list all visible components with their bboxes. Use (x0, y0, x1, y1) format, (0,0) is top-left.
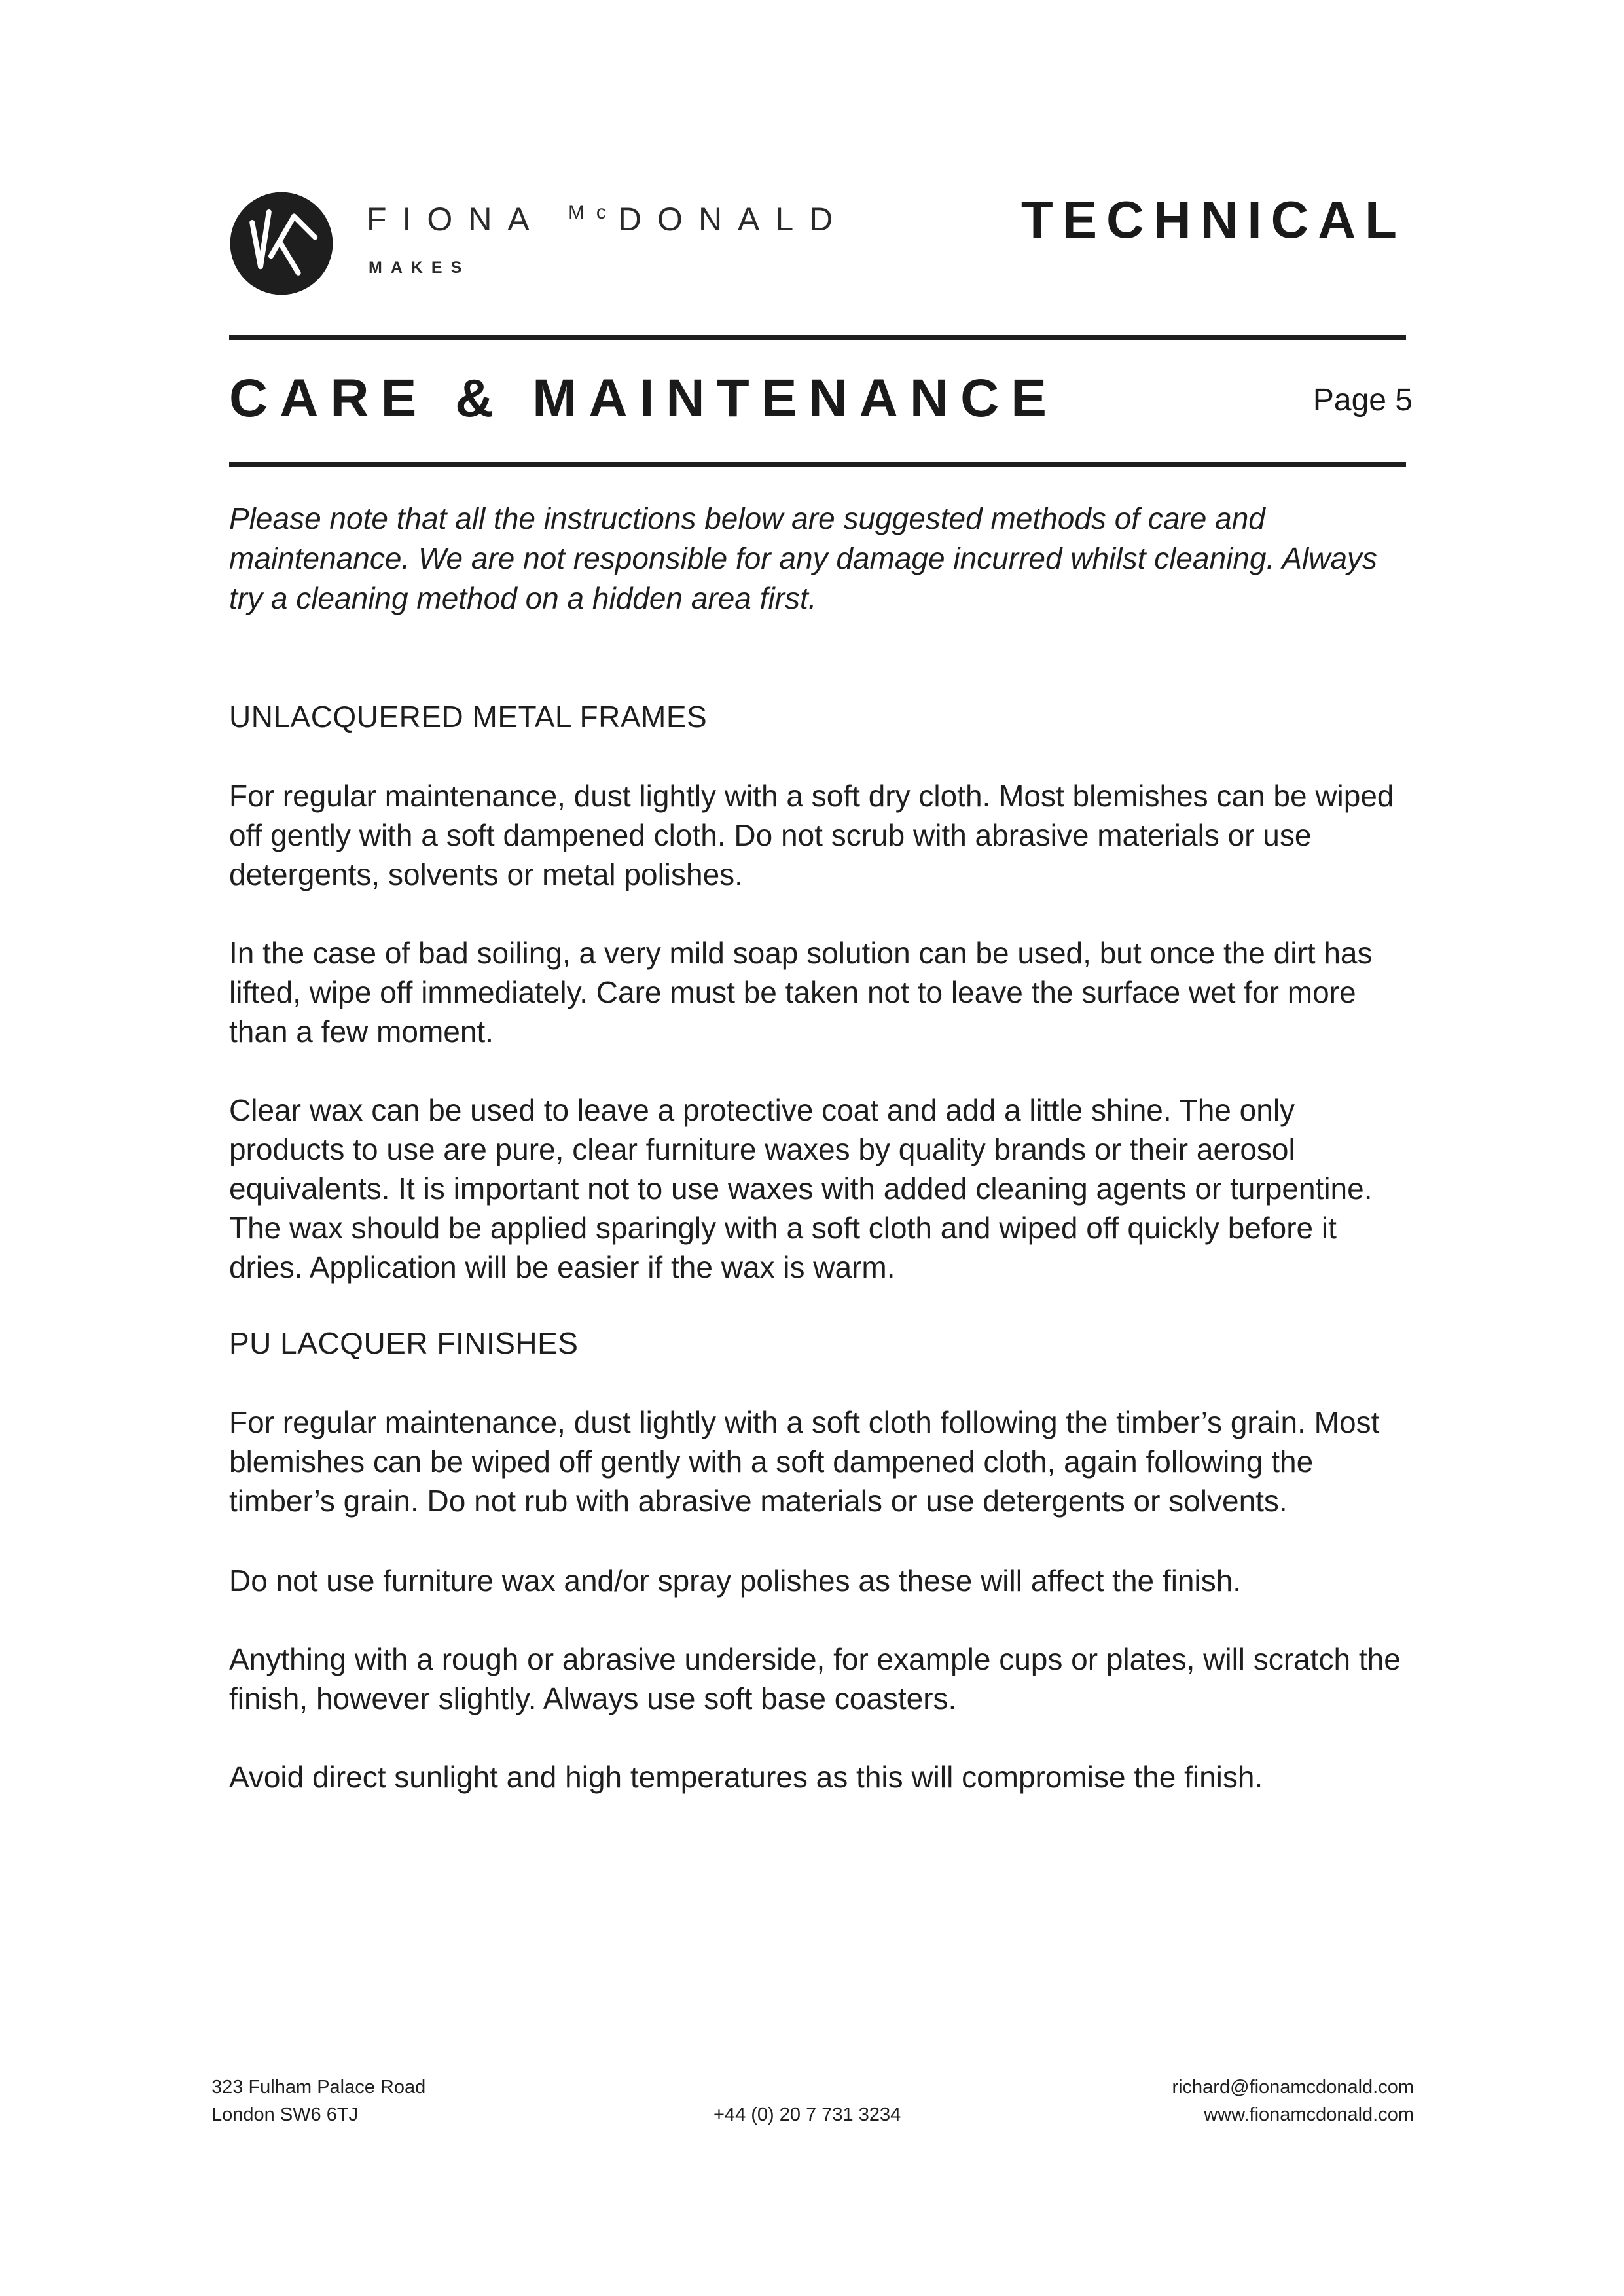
paragraph: For regular maintenance, dust lightly with a soft dry cloth. Most blemishes can be wiped off gently with a soft dampened cloth. Do not scrub with abrasive materials or use detergents, solvents or metal polishes. (229, 779, 1394, 891)
header-divider-top (229, 335, 1406, 340)
brand-mc: Mc (568, 202, 618, 223)
footer-contact (1172, 2073, 1414, 2128)
brand-name (367, 200, 848, 238)
section-heading-pu-lacquer: PU LACQUER FINISHES (229, 1326, 579, 1360)
header-divider-bottom (229, 462, 1406, 467)
brand-first-name: FIONA (367, 201, 544, 238)
page-number: Page 5 (1312, 383, 1413, 418)
document-type: TECHNICAL (1020, 190, 1406, 249)
footer-phone: +44 (0) 20 7 731 3234 (713, 2104, 901, 2125)
paragraph: In the case of bad soiling, a very mild soap solution can be used, but once the dirt has lifted, wipe off immediately. Care must be taken not to leave the surface wet for more than a few moment. (229, 936, 1373, 1049)
section-heading-metal-frames: UNLACQUERED METAL FRAMES (229, 700, 708, 734)
footer-address-line2: London SW6 6TJ (211, 2104, 359, 2125)
footer-address-line1: 323 Fulham Palace Road (211, 2077, 426, 2098)
brand-subtitle: MAKES (369, 259, 471, 277)
brand-surname: DONALD (617, 201, 849, 238)
intro-disclaimer: Please note that all the instructions below are suggested methods of care and maintenance. We are not responsible for any damage incurred whilst cleaning. Always try a cleaning method on a hidden area first. (229, 501, 1378, 615)
paragraph: Avoid direct sunlight and high temperatures as this will compromise the finish. (229, 1760, 1263, 1794)
section-title: CARE & MAINTENANCE (229, 368, 1058, 428)
paragraph: Do not use furniture wax and/or spray polishes as these will affect the finish. (229, 1564, 1242, 1598)
paragraph: Clear wax can be used to leave a protective coat and add a little shine. The only products to use are pure, clear furniture waxes by quality brands or their aerosol equivalents. It is important not to use waxes with added cleaning agents or turpentine. The wax should be applied sparingly with a soft cloth and wiped off quickly before it dries. Application will be easier if the wax is warm. (229, 1093, 1373, 1284)
paragraph: Anything with a rough or abrasive underside, for example cups or plates, will scratch the finish, however slightly. Always use soft base coasters. (229, 1642, 1401, 1715)
footer-email-link[interactable]: richard@fionamcdonald.com (1172, 2077, 1414, 2098)
brand-logo-mark (229, 191, 334, 296)
footer-website-link[interactable]: www.fionamcdonald.com (1204, 2104, 1414, 2125)
footer-address (211, 2073, 425, 2128)
paragraph: For regular maintenance, dust lightly with a soft cloth following the timber’s grain. Most blemishes can be wiped off gently with a soft dampened cloth, again following the timber’s grain. Do not rub with abrasive materials or use detergents or solvents. (229, 1405, 1380, 1518)
